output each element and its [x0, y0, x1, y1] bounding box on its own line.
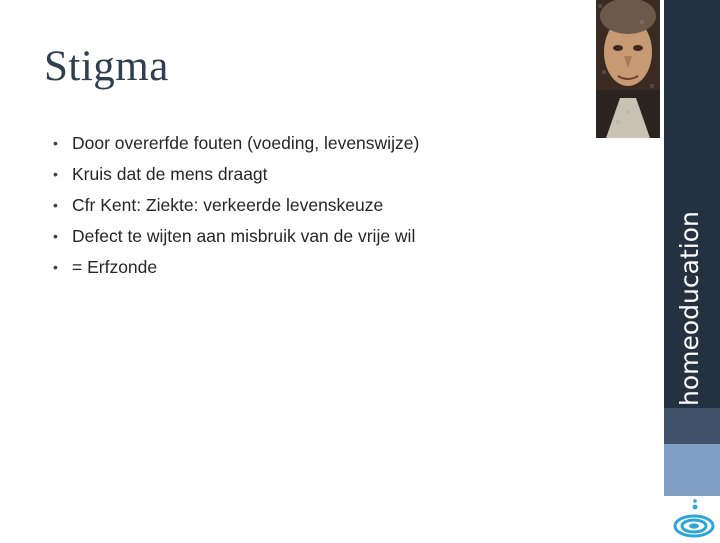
- bullet-text: Defect te wijten aan misbruik van de vrije wil: [72, 226, 416, 246]
- side-band-light: [664, 444, 720, 496]
- bullet-marker: •: [53, 166, 58, 182]
- mosaic-portrait-icon: [596, 0, 660, 138]
- brand-text: homeoducation: [675, 211, 704, 406]
- bullet-text: Kruis dat de mens draagt: [72, 164, 268, 184]
- bullet-item: [50, 128, 419, 159]
- bullet-text: = Erfzonde: [72, 257, 158, 277]
- side-band-mid: [664, 408, 720, 444]
- water-drop-logo-icon: [670, 498, 716, 538]
- bullet-marker: •: [53, 259, 58, 275]
- bullet-item: [50, 221, 419, 252]
- bullet-marker: •: [53, 228, 58, 244]
- bullet-item: [50, 159, 419, 190]
- bullet-text: Cfr Kent: Ziekte: verkeerde levenskeuze: [72, 195, 384, 215]
- bullet-text: Door overerfde fouten (voeding, levenswijze): [72, 133, 420, 153]
- bullet-marker: •: [53, 197, 58, 213]
- bullet-item: [50, 252, 419, 283]
- bullet-marker: •: [53, 135, 58, 151]
- bullet-list: [50, 128, 419, 283]
- bullet-item: [50, 190, 419, 221]
- slide-title: Stigma: [44, 43, 169, 90]
